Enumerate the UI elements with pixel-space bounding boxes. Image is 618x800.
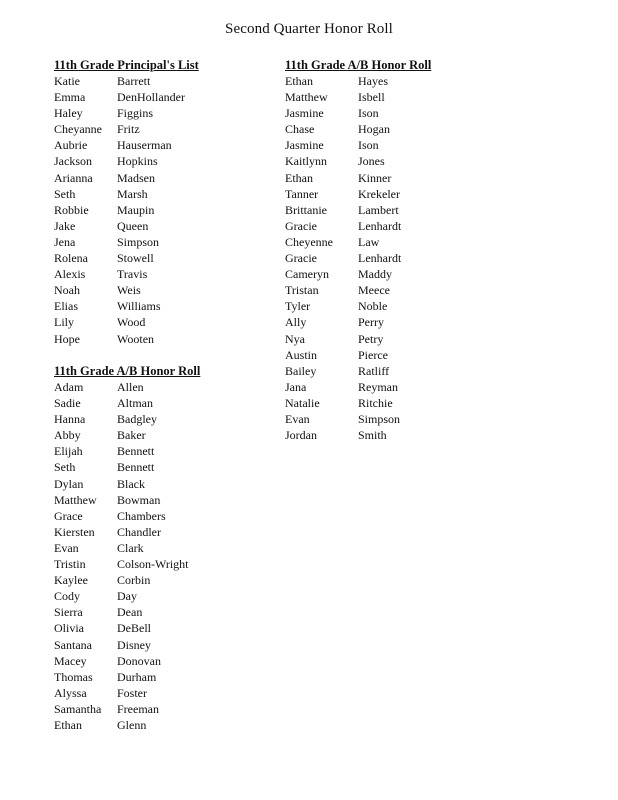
last-name: Wooten — [117, 331, 155, 346]
first-name: Tyler — [285, 299, 311, 314]
student-row — [54, 121, 199, 137]
first-name: Samantha — [54, 701, 102, 716]
first-name: Jake — [54, 218, 76, 233]
last-name: Simpson — [117, 234, 160, 249]
first-name: Grace — [54, 508, 83, 523]
section-heading: 11th Grade A/B Honor Roll — [285, 58, 432, 72]
first-name: Rolena — [54, 251, 88, 266]
first-name: Nya — [285, 331, 305, 346]
first-name: Lily — [54, 315, 74, 330]
first-name: Jasmine — [285, 106, 324, 121]
first-name: Hanna — [54, 412, 86, 427]
student-row — [54, 685, 200, 701]
last-name: DeBell — [117, 621, 151, 636]
first-name: Jasmine — [285, 138, 324, 153]
last-name: Reyman — [358, 379, 398, 394]
last-name: Meece — [358, 283, 390, 298]
last-name: Baker — [117, 428, 146, 443]
student-row — [54, 556, 200, 572]
student-row — [285, 379, 431, 395]
section-ab-honor-roll-right — [285, 57, 431, 443]
student-row — [285, 105, 431, 121]
last-name: Ison — [358, 106, 379, 121]
last-name: Bennett — [117, 460, 155, 475]
last-name: Ratliff — [358, 363, 390, 378]
first-name: Ethan — [54, 717, 82, 732]
first-name: Seth — [54, 186, 76, 201]
first-name: Gracie — [285, 251, 317, 266]
student-row — [285, 137, 431, 153]
student-row — [54, 701, 200, 717]
first-name: Jackson — [54, 154, 92, 169]
first-name: Aubrie — [54, 138, 88, 153]
last-name: DenHollander — [117, 90, 185, 105]
first-name: Gracie — [285, 218, 317, 233]
first-name: Kaitlynn — [285, 154, 327, 169]
student-row — [54, 540, 200, 556]
first-name: Brittanie — [285, 202, 327, 217]
last-name: Ritchie — [358, 395, 393, 410]
section-heading: 11th Grade A/B Honor Roll — [54, 364, 201, 378]
first-name: Evan — [285, 411, 310, 426]
student-row — [54, 234, 199, 250]
last-name: Wood — [117, 315, 146, 330]
student-row — [285, 218, 431, 234]
student-row — [54, 620, 200, 636]
student-row — [54, 73, 199, 89]
student-row — [54, 105, 199, 121]
last-name: Petry — [358, 331, 384, 346]
last-name: Chandler — [117, 524, 161, 539]
last-name: Barrett — [117, 74, 151, 88]
last-name: Smith — [358, 428, 387, 443]
first-name: Haley — [54, 106, 83, 121]
student-row — [285, 89, 431, 105]
student-row — [54, 379, 200, 395]
first-name: Sierra — [54, 605, 83, 620]
student-row — [285, 234, 431, 250]
last-name: Hayes — [358, 74, 388, 88]
first-name: Austin — [285, 347, 318, 362]
student-row — [285, 266, 431, 282]
last-name: Bennett — [117, 444, 155, 459]
last-name: Glenn — [117, 717, 147, 732]
last-name: Black — [117, 476, 145, 491]
first-name: Elias — [54, 299, 78, 314]
last-name: Madsen — [117, 170, 155, 185]
first-name: Cody — [54, 589, 81, 604]
student-list — [54, 379, 200, 733]
first-name: Alyssa — [54, 685, 87, 700]
last-name: Pierce — [358, 347, 388, 362]
student-row — [54, 89, 199, 105]
last-name: Maupin — [117, 202, 155, 217]
first-name: Evan — [54, 540, 79, 555]
student-row — [54, 492, 200, 508]
student-row — [54, 459, 200, 475]
last-name: Corbin — [117, 573, 151, 588]
student-list — [54, 73, 199, 347]
student-row — [54, 524, 200, 540]
student-row — [285, 331, 431, 347]
student-row — [54, 588, 200, 604]
student-row — [54, 170, 199, 186]
last-name: Marsh — [117, 186, 148, 201]
first-name: Tanner — [285, 186, 319, 201]
last-name: Lambert — [358, 202, 399, 217]
first-name: Bailey — [285, 363, 317, 378]
first-name: Elijah — [54, 444, 83, 459]
student-row — [285, 411, 431, 427]
student-row — [285, 347, 431, 363]
first-name: Kiersten — [54, 524, 95, 539]
first-name: Matthew — [285, 90, 328, 105]
student-row — [54, 717, 200, 733]
last-name: Williams — [117, 299, 161, 314]
first-name: Kaylee — [54, 573, 88, 588]
last-name: Kinner — [358, 170, 392, 185]
first-name: Natalie — [285, 395, 320, 410]
student-row — [54, 572, 200, 588]
last-name: Day — [117, 589, 137, 604]
first-name: Adam — [54, 380, 84, 394]
last-name: Bowman — [117, 492, 161, 507]
last-name: Maddy — [358, 267, 392, 282]
student-row — [54, 266, 199, 282]
section-principals-list — [54, 57, 199, 347]
page-title: Second Quarter Honor Roll — [225, 21, 393, 37]
last-name: Dean — [117, 605, 143, 620]
student-row — [285, 170, 431, 186]
first-name: Ethan — [285, 74, 313, 88]
student-row — [285, 153, 431, 169]
last-name: Perry — [358, 315, 384, 330]
last-name: Jones — [358, 154, 385, 169]
last-name: Fritz — [117, 122, 140, 137]
first-name: Katie — [54, 74, 80, 88]
last-name: Noble — [358, 299, 388, 314]
last-name: Chambers — [117, 508, 166, 523]
first-name: Ethan — [285, 170, 313, 185]
last-name: Ison — [358, 138, 379, 153]
last-name: Allen — [117, 380, 144, 394]
last-name: Travis — [117, 267, 148, 282]
last-name: Clark — [117, 540, 144, 555]
student-row — [54, 637, 200, 653]
student-row — [285, 298, 431, 314]
student-row — [54, 476, 200, 492]
first-name: Hope — [54, 331, 80, 346]
last-name: Hauserman — [117, 138, 172, 153]
last-name: Lenhardt — [358, 218, 402, 233]
student-row — [285, 202, 431, 218]
student-row — [54, 331, 199, 347]
first-name: Chase — [285, 122, 315, 137]
student-row — [54, 508, 200, 524]
student-row — [54, 427, 200, 443]
first-name: Cheyanne — [54, 122, 102, 137]
last-name: Hopkins — [117, 154, 158, 169]
first-name: Emma — [54, 90, 86, 105]
first-name: Dylan — [54, 476, 84, 491]
student-row — [54, 218, 199, 234]
last-name: Badgley — [117, 412, 157, 427]
last-name: Stowell — [117, 251, 154, 266]
first-name: Tristan — [285, 283, 319, 298]
first-name: Cheyenne — [285, 234, 333, 249]
first-name: Tristin — [54, 557, 86, 572]
student-row — [54, 250, 199, 266]
first-name: Thomas — [54, 669, 93, 684]
student-row — [54, 669, 200, 685]
student-list — [285, 73, 431, 443]
student-row — [54, 153, 199, 169]
first-name: Santana — [54, 637, 92, 652]
student-row — [54, 298, 199, 314]
first-name: Jana — [285, 379, 307, 394]
first-name: Matthew — [54, 492, 97, 507]
last-name: Lenhardt — [358, 251, 402, 266]
last-name: Donovan — [117, 653, 161, 668]
first-name: Jordan — [285, 428, 317, 443]
first-name: Olivia — [54, 621, 84, 636]
last-name: Durham — [117, 669, 157, 684]
student-row — [54, 282, 199, 298]
student-row — [54, 604, 200, 620]
student-row — [54, 202, 199, 218]
first-name: Jena — [54, 234, 76, 249]
student-row — [54, 137, 199, 153]
first-name: Cameryn — [285, 267, 329, 282]
student-row — [54, 186, 199, 202]
section-ab-honor-roll-left — [54, 363, 200, 733]
last-name: Altman — [117, 396, 153, 411]
first-name: Seth — [54, 460, 76, 475]
student-row — [285, 250, 431, 266]
last-name: Law — [358, 234, 380, 249]
first-name: Ally — [285, 315, 307, 330]
student-row — [285, 395, 431, 411]
student-row — [54, 314, 199, 330]
first-name: Abby — [54, 428, 81, 443]
first-name: Arianna — [54, 170, 93, 185]
first-name: Sadie — [54, 396, 81, 411]
student-row — [54, 653, 200, 669]
student-row — [285, 427, 431, 443]
last-name: Colson-Wright — [117, 557, 189, 572]
last-name: Hogan — [358, 122, 390, 137]
student-row — [285, 282, 431, 298]
last-name: Simpson — [358, 411, 401, 426]
student-row — [285, 186, 431, 202]
last-name: Figgins — [117, 106, 154, 121]
last-name: Freeman — [117, 701, 159, 716]
student-row — [54, 443, 200, 459]
last-name: Disney — [117, 637, 151, 652]
last-name: Isbell — [358, 90, 385, 105]
student-row — [285, 121, 431, 137]
student-row — [285, 73, 431, 89]
student-row — [54, 411, 200, 427]
last-name: Queen — [117, 218, 149, 233]
first-name: Macey — [54, 653, 87, 668]
last-name: Weis — [117, 283, 141, 298]
last-name: Foster — [117, 685, 147, 700]
student-row — [285, 314, 431, 330]
first-name: Alexis — [54, 267, 86, 282]
last-name: Krekeler — [358, 186, 400, 201]
first-name: Noah — [54, 283, 80, 298]
section-heading: 11th Grade Principal's List — [54, 58, 199, 72]
student-row — [54, 395, 200, 411]
student-row — [285, 363, 431, 379]
first-name: Robbie — [54, 202, 89, 217]
